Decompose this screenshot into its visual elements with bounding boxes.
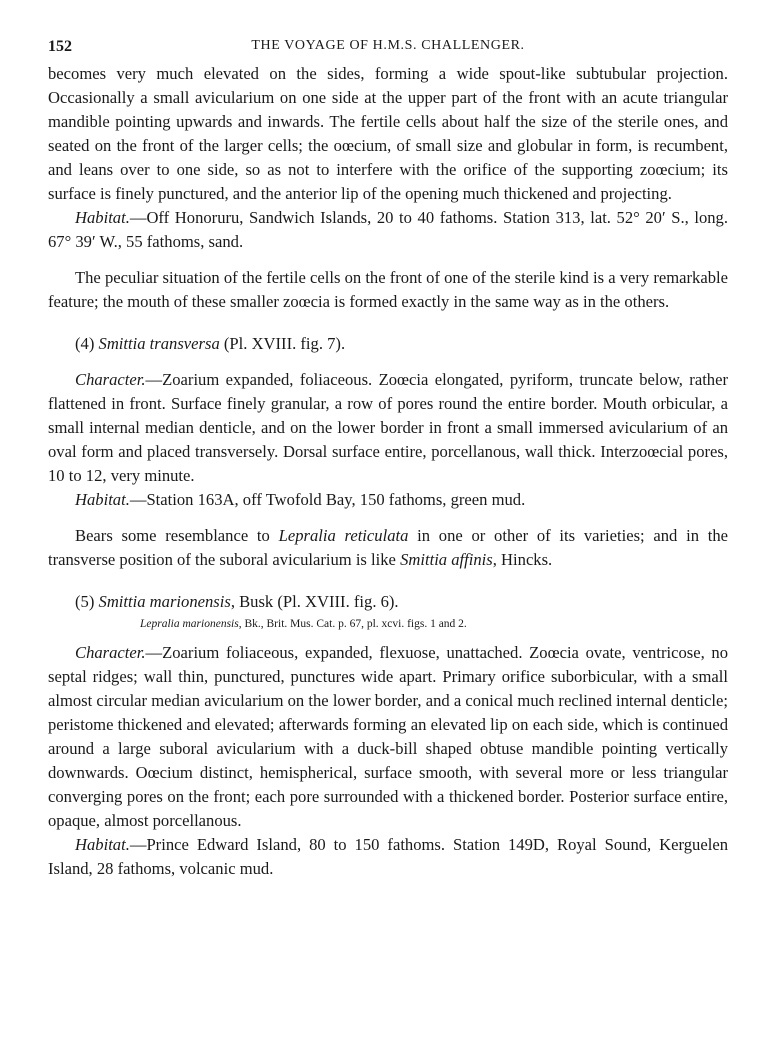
page <box>48 38 728 881</box>
species-heading-4: (4) Smittia transversa (Pl. XVIII. fig. 7). <box>75 334 346 353</box>
species-name: Smittia transversa <box>98 334 220 353</box>
running-title: THE VOYAGE OF H.M.S. CHALLENGER. <box>251 38 525 53</box>
character-paragraph: Character.—Zoarium expanded, foliaceous. Zoœcia elongated, pyriform, truncate below, rather flattened in front. Surface finely granular, a row of pores round the entire border. Mouth orbicular, a small internal median denticle, and on the lower border in front a small immersed avicularium of an oval form and placed transversely. Dorsal surface entire, porcellanous, wall thick. Interzoœcial pores, 10 to 12, very minute. <box>48 370 728 485</box>
species-name: Smittia marionensis <box>98 592 231 611</box>
character-label: Character. <box>75 643 146 662</box>
page-number: 152 <box>48 38 72 55</box>
habitat-label: Habitat. <box>75 835 130 854</box>
habitat-label: Habitat. <box>75 208 130 227</box>
remark-paragraph: The peculiar situation of the fertile cells on the front of one of the sterile kind is a very remarkable feature; the mouth of these smaller zoœcia is formed exactly in the same way as in the others. <box>48 268 728 311</box>
habitat-paragraph: Habitat.—Station 163A, off Twofold Bay, 150 fathoms, green mud. <box>75 490 526 509</box>
habitat-paragraph: Habitat.—Off Honoruru, Sandwich Islands, 20 to 40 fathoms. Station 313, lat. 52° 20′ S., long. 67° 39′ W., 55 fathoms, sand. <box>48 208 728 251</box>
remark-paragraph: Bears some resemblance to Lepralia reticulata in one or other of its varieties; and in the transverse position of the suboral avicularium is like Smittia affinis, Hincks. <box>48 526 729 569</box>
synonym-reference: Lepralia marionensis, Bk., Brit. Mus. Cat. p. 67, pl. xcvi. figs. 1 and 2. <box>140 618 467 630</box>
paragraph-continuation: becomes very much elevated on the sides, forming a wide spout-like subtubular projection. Occasionally a small avicularium on one side at the upper part of the front with an acute triangular mandible pointing upwards and inwards. The fertile cells about half the size of the sterile ones, and seated on the front of the larger cells; the oœcium, of small size and globular in form, is recumbent, and leans over to one side, so as not to interfere with the orifice of the supporting zoœcium; its surface is finely punctured, and the anterior lip of the opening much thickened and projecting. <box>48 64 728 203</box>
character-label: Character. <box>75 370 146 389</box>
character-paragraph: Character.—Zoarium foliaceous, expanded, flexuose, unattached. Zoœcia ovate, ventricose, no septal ridges; wall thin, punctured, punctures wide apart. Primary orifice suborbicular, with a small almost circular median avicularium on the lower border, and a conical much reclined internal denticle; peristome thickened and elevated; afterwards forming an elevated lip on each side, which is continued around a large suboral avicularium with a duck-bill shaped obtuse mandible pointing vertically downwards. Oœcium distinct, hemispherical, surface smooth, with several more or less triangular converging pores on the front; each pore surrounded with a thickened border. Posterior surface entire, opaque, almost porcellanous. <box>48 643 728 830</box>
species-heading-5: (5) Smittia marionensis, Busk (Pl. XVIII. fig. 6). <box>75 592 399 611</box>
page-header <box>48 38 728 62</box>
habitat-paragraph: Habitat.—Prince Edward Island, 80 to 150 fathoms. Station 149D, Royal Sound, Kerguelen Island, 28 fathoms, volcanic mud. <box>48 835 728 878</box>
habitat-label: Habitat. <box>75 490 130 509</box>
